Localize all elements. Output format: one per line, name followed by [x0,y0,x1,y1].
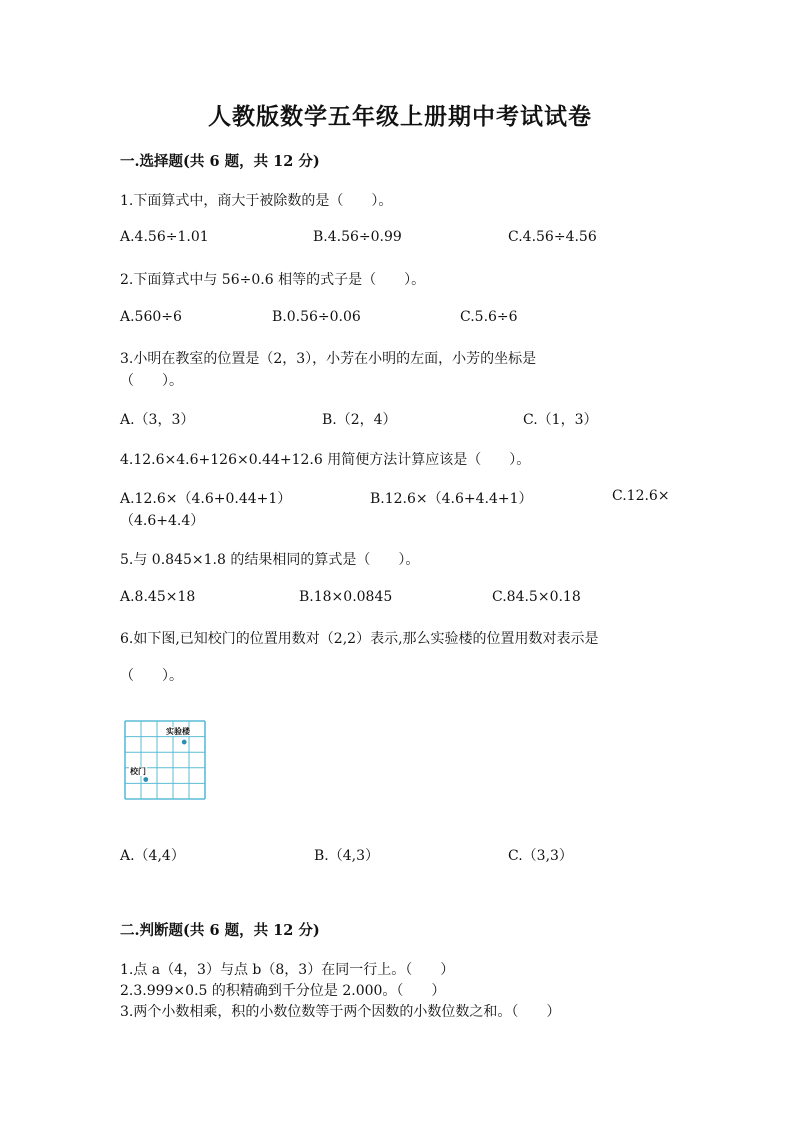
question-4-option-c: C.12.6× [612,488,670,504]
judge-question-1: 1.点 a（4，3）与点 b（8，3）在同一行上。（ ） [120,962,455,978]
question-6-option-b: B.（4,3） [314,848,380,864]
question-6-stem-cont: （ ）。 [120,668,183,684]
question-3-option-c: C.（1，3） [523,412,598,428]
question-6-stem: 6.如下图,已知校门的位置用数对（2,2）表示,那么实验楼的位置用数对表示是 [120,631,599,647]
gate-point [143,777,148,782]
question-5-option-b: B.18×0.0845 [299,589,393,605]
question-3-stem: 3.小明在教室的位置是（2，3），小芳在小明的左面，小芳的坐标是 [120,351,537,367]
page-title: 人教版数学五年级上册期中考试试卷 [208,103,592,130]
question-6-option-a: A.（4,4） [120,848,185,864]
judge-question-2: 2.3.999×0.5 的积精确到千分位是 2.000。（ ） [120,983,446,999]
lab-point [182,740,187,745]
question-1-option-b: B.4.56÷0.99 [313,229,402,245]
question-5-option-a: A.8.45×18 [120,589,196,605]
question-3-option-a: A.（3，3） [120,412,195,428]
section-heading-choice: 一.选择题(共 6 题，共 12 分) [120,153,320,170]
question-4-option-b: B.12.6×（4.6+4.4+1） [370,491,533,507]
question-2-stem: 2.下面算式中与 56÷0.6 相等的式子是（ ）。 [120,272,426,288]
lab-label: 实验楼 [166,727,190,736]
question-3-option-b: B.（2，4） [322,412,397,428]
question-2-option-c: C.5.6÷6 [460,309,518,325]
question-4-option-a: A.12.6×（4.6+0.44+1） [120,491,292,507]
question-4-option-c-cont: （4.6+4.4） [120,513,205,529]
question-5-option-c: C.84.5×0.18 [492,589,581,605]
question-1-option-a: A.4.56÷1.01 [120,229,209,245]
question-6-option-c: C.（3,3） [508,848,573,864]
section-heading-judge: 二.判断题(共 6 题，共 12 分) [120,922,320,939]
question-5-stem: 5.与 0.845×1.8 的结果相同的算式是（ ）。 [120,552,420,568]
gate-label: 校门 [130,767,146,776]
judge-question-3: 3.两个小数相乘，积的小数位数等于两个因数的小数位数之和。（ ） [120,1004,561,1020]
coordinate-grid-figure [124,720,206,800]
question-4-stem: 4.12.6×4.6+126×0.44+12.6 用简便方法计算应该是（ ）。 [120,452,531,468]
question-2-option-b: B.0.56÷0.06 [272,309,361,325]
question-1-stem: 1.下面算式中，商大于被除数的是（ ）。 [120,193,393,209]
question-1-option-c: C.4.56÷4.56 [508,229,597,245]
question-2-option-a: A.560÷6 [120,309,182,325]
question-3-stem-cont: （ ）。 [120,373,183,389]
